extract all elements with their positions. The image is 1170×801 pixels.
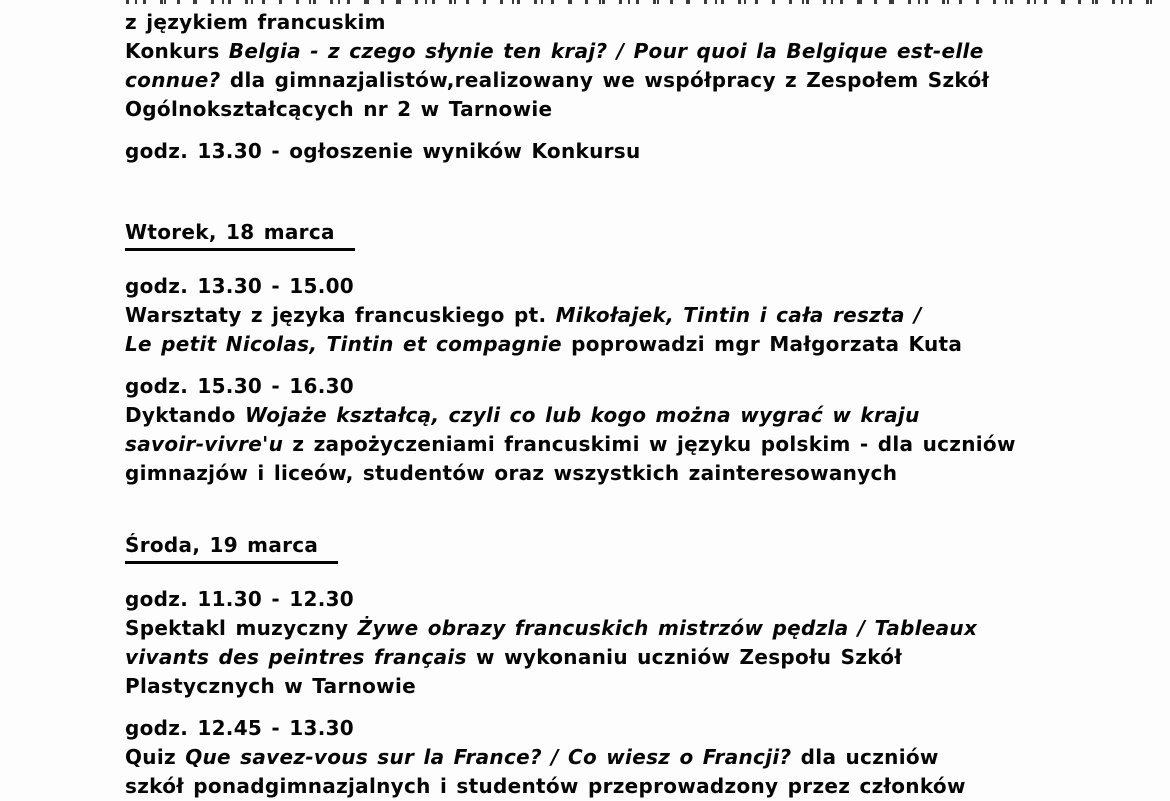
wednesday-event-1 [125,585,1135,701]
wednesday-event-1-line-2 [125,643,1135,672]
tuesday-event-2-audience-regular: z zapożyczeniami francuskimi w języku polskim - dla uczniów [283,432,1016,456]
tuesday-event-2-line-3: gimnazjów i liceów, studentów oraz wszystkich zainteresowanych [125,461,898,485]
intro-line-4: Ogólnokształcących nr 2 w Tarnowie [125,97,553,121]
wednesday-event-2-title-italic: Que savez-vous sur la France? / Co wiesz o Francji? [185,745,792,769]
tuesday-event-1-time: godz. 13.30 - 15.00 [125,274,355,298]
wednesday-event-1-title-italic-2: vivants des peintres français [125,645,467,669]
tuesday-event-2-time: godz. 15.30 - 16.30 [125,374,355,398]
intro-paragraph [125,8,1135,124]
tuesday-event-1-line-2 [125,330,1135,359]
tuesday-event-1-title-italic: Mikołajek, Tintin i cała reszta / [555,303,922,327]
tuesday-event-2-desc-regular: Dyktando [125,403,245,427]
tuesday-event-1-title-italic-2: Le petit Nicolas, Tintin et compagnie [125,332,562,356]
results-announcement-line: godz. 13.30 - ogłoszenie wyników Konkursu [125,139,641,163]
day-heading-tuesday-row [125,218,1135,251]
intro-line-2 [125,37,1135,66]
day-heading-tuesday: Wtorek, 18 marca [125,218,355,251]
wednesday-event-2-time: godz. 12.45 - 13.30 [125,716,355,740]
wednesday-event-2-desc-regular: Quiz [125,745,186,769]
wednesday-event-2-line-1 [125,743,1135,772]
day-heading-wednesday: Środa, 19 marca [125,531,338,564]
intro-line-3-title-italic: connue? [125,68,221,92]
tuesday-event-2 [125,372,1135,488]
wednesday-event-1-line-3: Plastycznych w Tarnowie [125,674,416,698]
day-heading-wednesday-row [125,531,1135,564]
tuesday-event-2-title-italic-2: savoir-vivre'u [125,432,284,456]
wednesday-event-1-performer-regular: w wykonaniu uczniów Zespołu Szkół [466,645,903,669]
wednesday-event-2-audience-regular: dla uczniów [791,745,939,769]
intro-line-1: z językiem francuskim [125,10,386,34]
clipped-line-fragments [126,0,1156,4]
intro-line-2-title-italic: Belgia - z czego słynie ten kraj? / Pour quoi la Belgique est-elle [228,39,984,63]
document-content [125,8,1135,801]
tuesday-event-1-line-1 [125,301,1135,330]
tuesday-event-2-title-italic: Wojaże kształcą, czyli co lub kogo można wygrać w kraju [244,403,920,427]
tuesday-event-1-presenter: poprowadzi mgr Małgorzata Kuta [561,332,963,356]
tuesday-event-1-desc-regular: Warsztaty z języka francuskiego pt. [125,303,556,327]
wednesday-event-1-line-1 [125,614,1135,643]
tuesday-event-2-line-2 [125,430,1135,459]
wednesday-event-2 [125,714,1135,801]
intro-line-2-regular: Konkurs [125,39,229,63]
wednesday-event-1-title-italic: Żywe obrazy francuskich mistrzów pędzla / Tableaux [357,616,978,640]
wednesday-event-1-desc-regular: Spektakl muzyczny [125,616,358,640]
tuesday-event-2-line-1 [125,401,1135,430]
tuesday-event-1 [125,272,1135,359]
intro-line-3-regular: dla gimnazjalistów,realizowany we współpracy z Zespołem Szkół [220,68,990,92]
intro-line-3 [125,66,1135,95]
wednesday-event-2-line-2: szkół ponadgimnazjalnych i studentów przeprowadzony przez członków [125,774,966,798]
wednesday-event-1-time: godz. 11.30 - 12.30 [125,587,355,611]
